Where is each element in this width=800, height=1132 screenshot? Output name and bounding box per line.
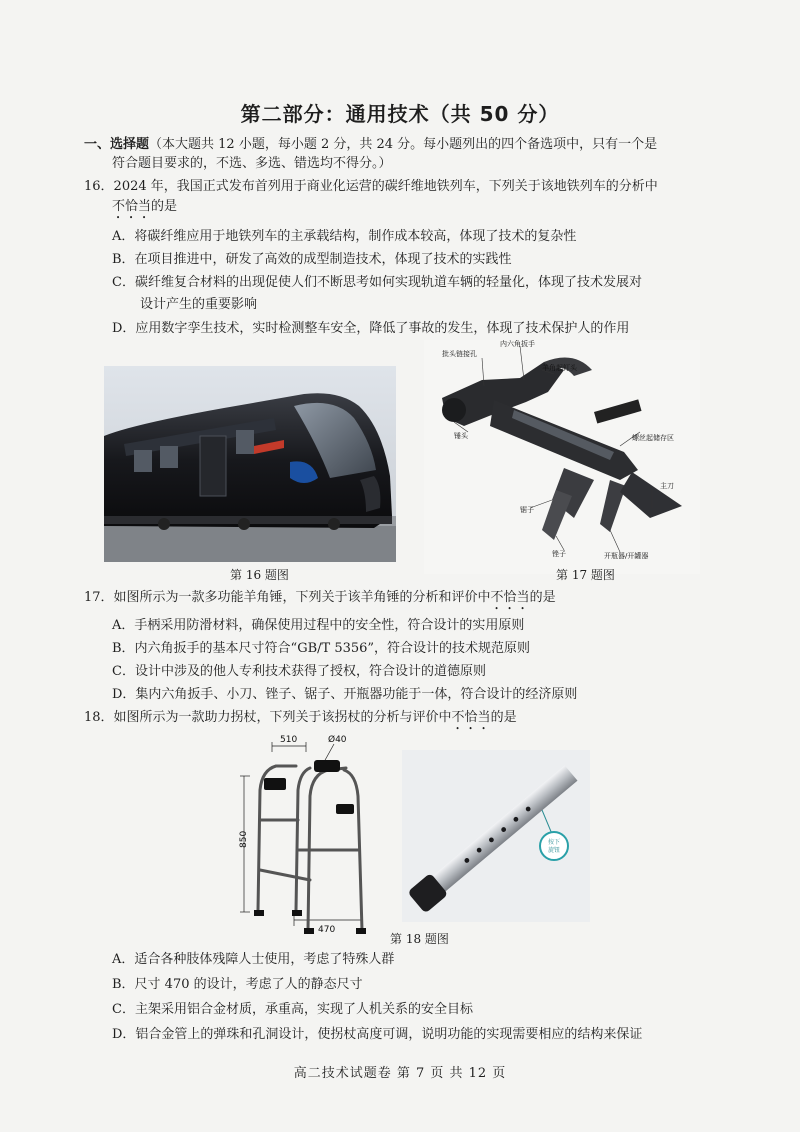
label-opener: 开瓶器/开罐器: [604, 552, 649, 560]
crutch-tube-photo: [402, 750, 590, 922]
q16-option-d: D．应用数字孪生技术，实时检测整车安全，降低了事故的发生，体现了技术保护人的作用: [112, 321, 630, 336]
label-claw: 羊角起钉头: [542, 364, 577, 372]
q17-stem-tail: 的是: [529, 590, 556, 605]
q17-stem: [84, 589, 556, 613]
q17-emphasis: 不恰当: [490, 590, 530, 605]
label-saw: 锯子: [520, 506, 534, 514]
label-file: 锉子: [552, 550, 566, 558]
q18-option-a: A．适合各种肢体残障人士使用，考虑了特殊人群: [112, 952, 395, 967]
q17-option-d: D．集内六角扳手、小刀、锉子、锯子、开瓶器功能于一体，符合设计的经济原则: [112, 687, 578, 702]
section-desc-1: （本大题共 12 小题，每小题 2 分，共 24 分。每小题列出的四个备选项中，只有一个是: [149, 137, 658, 152]
press-knob-label-1: 按下: [547, 839, 561, 846]
q17-option-a: A．手柄采用防滑材料，确保使用过程中的安全性，符合设计的实用原则: [112, 618, 525, 633]
claw-hammer-illustration: [424, 340, 700, 574]
q16-figure-caption: 第 16 题图: [230, 568, 289, 582]
label-hex-hole: 批头链接孔: [442, 350, 477, 358]
label-hex-wrench: 内六角扳手: [500, 340, 535, 348]
dim-diameter: Ø40: [328, 735, 347, 745]
q16-stem-line1: 16．2024 年，我国正式发布首列用于商业化运营的碳纤维地铁列车，下列关于该地铁列车的分析中: [84, 179, 658, 194]
label-bit-storage: 螺丝起储存区: [632, 434, 674, 442]
section-label: 一、选择题: [84, 137, 150, 152]
page-footer: 高二技术试题卷 第 7 页 共 12 页: [293, 1066, 507, 1081]
q18-stem-tail: 的是: [490, 710, 517, 725]
q17-figure-caption: 第 17 题图: [556, 568, 615, 582]
walker-diagram: [236, 730, 386, 940]
q16-emphasis: 不恰当: [112, 199, 152, 214]
q16-option-a: A．将碳纤维应用于地铁列车的主承载结构，制作成本较高，体现了技术的复杂性: [112, 229, 577, 244]
q17-option-c: C．设计中涉及的他人专利技术获得了授权，符合设计的道德原则: [112, 664, 486, 679]
q17-option-b: B．内六角扳手的基本尺寸符合“GB/T 5356”，符合设计的技术规范原则: [112, 641, 531, 656]
q16-stem-line2: [112, 198, 177, 222]
label-main-blade: 主刀: [660, 482, 674, 490]
press-knob-label-2: 旋钮: [547, 847, 561, 854]
q18-figure-caption: 第 18 题图: [390, 932, 449, 946]
section-desc-2: 符合题目要求的，不选、多选、错选均不得分。）: [112, 156, 392, 171]
dim-height: 850: [239, 830, 249, 848]
q18-option-c: C．主架采用铝合金材质，承重高，实现了人机关系的安全目标: [112, 1002, 473, 1017]
q16-option-c-line2: 设计产生的重要影响: [140, 297, 258, 312]
q18-stem-pre: 18．如图所示为一款助力拐杖，下列关于该拐杖的分析与评价中: [84, 710, 452, 725]
q17-stem-pre: 17．如图所示为一款多功能羊角锤，下列关于该羊角锤的分析和评价中: [84, 590, 491, 605]
label-hammer-head: 锤头: [454, 432, 468, 440]
q18-option-d: D．铝合金管上的弹珠和孔洞设计，使拐杖高度可调，说明功能的实现需要相应的结构来保证: [112, 1027, 643, 1042]
dim-width-top: 510: [280, 735, 298, 745]
q16-option-b: B．在项目推进中，研发了高效的成型制造技术，体现了技术的实践性: [112, 252, 512, 267]
metro-train-photo: [104, 366, 396, 562]
q18-emphasis: 不恰当: [451, 710, 491, 725]
section-header: [84, 136, 657, 154]
q16-option-c-line1: C．碳纤维复合材料的出现促使人们不断思考如何实现轨道车辆的轻量化，体现了技术发展对: [112, 275, 642, 290]
q18-option-b: B．尺寸 470 的设计，考虑了人的静态尺寸: [112, 977, 363, 992]
page-title: 第二部分：通用技术（共 50 分）: [240, 102, 560, 126]
q16-stem-tail: 的是: [151, 199, 178, 214]
dim-width-bottom: 470: [318, 925, 336, 935]
